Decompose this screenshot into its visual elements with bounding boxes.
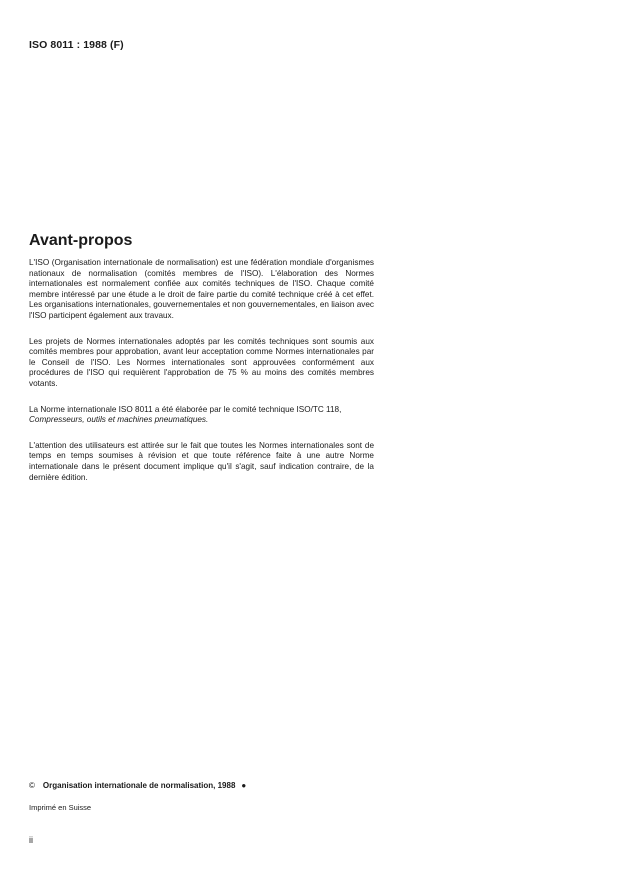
copyright-text: Organisation internationale de normalisation, 1988 <box>42 781 236 790</box>
committee-name: Compresseurs, outils et machines pneumatiques. <box>29 415 209 425</box>
page-number: ii <box>29 835 33 845</box>
document-reference: ISO 8011 : 1988 (F) <box>29 39 124 51</box>
foreword-body <box>29 258 374 498</box>
paragraph-iso-intro: L'ISO (Organisation internationale de normalisation) est une fédération mondiale d'organismes nationaux de normalisation (comités membres de l'ISO). L'élaboration des Normes internationales est normalement confiée aux comités techniques de l'ISO. Chaque comité membre intéressé par une étude a le droit de faire partie du comité technique créé à cet effet. Les organisations internationales, gouvernementales et non gouvernementales, en liaison avec l'ISO participent également aux travaux. <box>29 258 375 320</box>
copyright-symbol: © <box>29 781 35 790</box>
section-title: Avant-propos <box>29 232 133 249</box>
copyright-line <box>29 781 246 790</box>
bullet-icon: ● <box>241 781 247 790</box>
paragraph-revision-notice: L'attention des utilisateurs est attirée sur le fait que toutes les Normes internationales sont de temps en temps soumises à révision et que toute référence faite à une autre Norme internationale dans le présent document implique qu'il s'agit, sauf indication contraire, de la dernière édition. <box>29 440 374 482</box>
paragraph-committee <box>29 405 374 426</box>
paragraph-approval: Les projets de Normes internationales adoptés par les comités techniques sont soumis aux comités membres pour approbation, avant leur acceptation comme Normes internationales par le Conseil de l'ISO. Les Normes internationales sont approuvées conformément aux procédures de l'ISO qui requièrent l'approbation de 75 % au moins des comités membres votants. <box>29 336 374 388</box>
printed-in-note: Imprimé en Suisse <box>29 803 92 812</box>
committee-intro: La Norme internationale ISO 8011 a été élaborée par le comité technique ISO/TC 118, <box>29 404 342 414</box>
